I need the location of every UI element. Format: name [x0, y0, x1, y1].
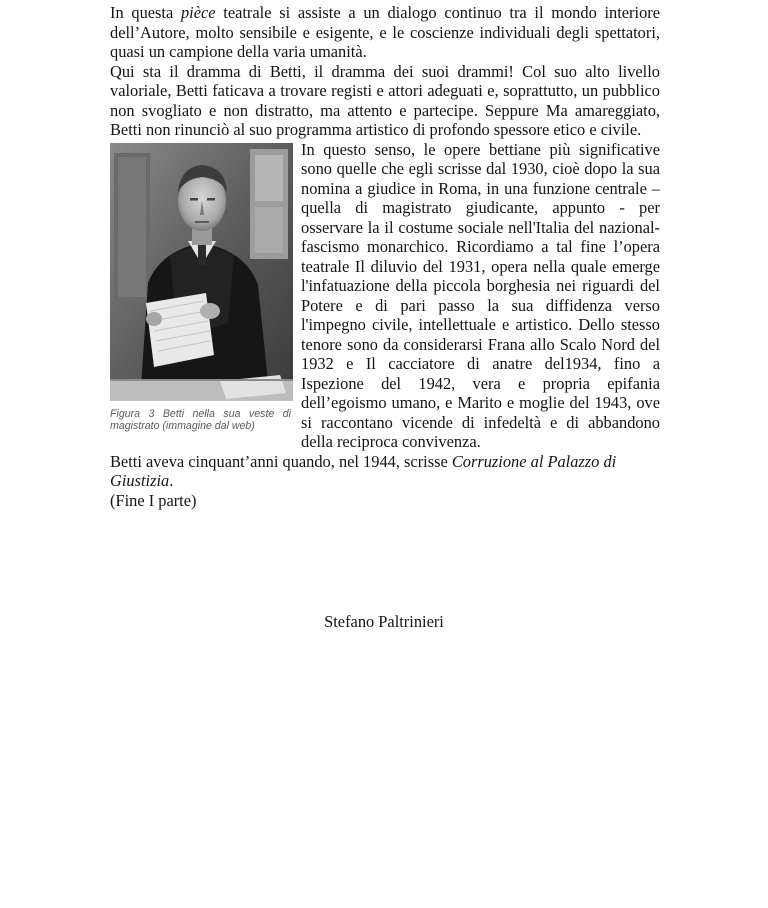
paragraph-intro	[110, 3, 660, 62]
play-title-italic: Corruzione al Palazzo di Giustizia	[110, 451, 617, 490]
paragraph-corruzione-text: Betti aveva cinquant’anni quando, nel 1944, scrisse	[110, 451, 452, 471]
author-signature: Stefano Paltrinieri	[324, 612, 444, 631]
figure-betti	[110, 143, 295, 433]
paragraph-corruzione-end: .	[169, 471, 174, 490]
paragraph-works: In questo senso, le opere bettiane più significative sono quelle che egli scrisse dal 1930, cioè dopo la sua nomina a giudice in Roma, in una funzione centrale – quella di magistrato giudicante, appunto - per osservare la il costume sociale nell'Italia del nazional-fascismo monarchico. Ricordiamo a tal fine l’opera teatrale Il diluvio del 1931, opera nella quale emerge l'infatuazione della piccola borghesia nei riguardi del Potere e di pari passo la sua diffidenza verso l'impegno civile, intellettuale e artistico. Dello stesso tenore sono da considerarsi Frana allo Scalo Nord del 1932 e Il cacciatore di anatre del1934, fino a Ispezione del 1942, vera e propria epifania dell’egoismo umano, e Marito e moglie del 1943, ove si raccontano vicende di infedeltà e di abbandono della reciproca convivenza.	[301, 139, 660, 451]
paragraph-corruzione	[110, 452, 660, 491]
article-body	[110, 3, 660, 510]
piece-italic-word: pièce	[180, 3, 216, 22]
paragraph-intro-text-end: teatrale si assiste a un dialogo continuo tra il mondo interiore dell’Autore, molto sensibile e esigente, e le coscienze individuali degli spettatori, quasi un campione della varia umanità.	[110, 3, 660, 61]
paragraph-intro-text: In questa	[110, 3, 181, 22]
paragraph-end-part: (Fine I parte)	[110, 490, 197, 510]
paragraph-drama: Qui sta il dramma di Betti, il dramma dei suoi drammi! Col suo alto livello valoriale, Betti faticava a trovare registi e attori adeguati e, soprattutto, un pubblico non svogliato e non distratto, ma attento e partecipe. Seppure Ma amareggiato, Betti non rinunciò al suo programma artistico di profondo spessore etico e civile.	[110, 61, 660, 139]
betti-magistrate-photo	[110, 143, 293, 401]
figure-caption: Figura 3 Betti nella sua veste di magistrato (immagine dal web)	[110, 407, 291, 433]
